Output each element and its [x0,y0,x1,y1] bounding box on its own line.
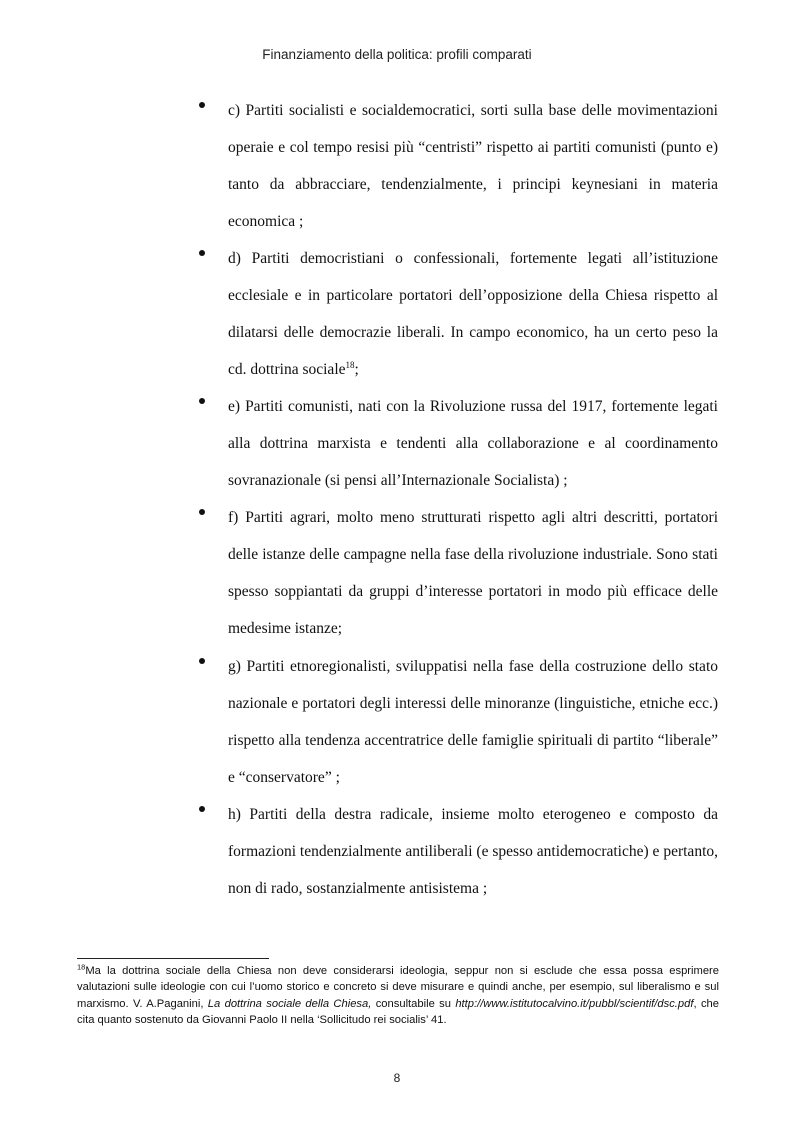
footnote-ref[interactable]: 18 [345,359,355,370]
footnote-book-title: La dottrina sociale della Chiesa, [207,997,372,1010]
bullet-icon [199,806,205,812]
footnote-number: 18 [77,962,86,972]
bullet-icon [199,509,205,515]
page-number: 8 [393,1071,401,1085]
list-item-text: f) Partiti agrari, molto meno strutturati rispetto agli altri descritti, portatori delle istanze delle campagne nella fase della rivoluzione industriale. Sono stati spesso soppiantati da gruppi d’interesse portatori in modo più efficace delle medesime istanze; [228,509,718,637]
list-item-text: h) Partiti della destra radicale, insieme molto eterogeneo e composto da formazioni tendenzialmente antiliberali (e spesso antidemocratiche) e pertanto, non di rado, sostanzialmente antisistema ; [228,806,718,897]
list-item-text: e) Partiti comunisti, nati con la Rivoluzione russa del 1917, fortemente legati alla dottrina marxista e tendenti alla collaborazione e al coordinamento sovranazionale (si pensi all’Internazionale Socialista) ; [228,398,718,489]
footnote-url-link[interactable]: http://www.istitutocalvino.it/pubbl/scientif/dsc.pdf [455,997,694,1010]
list-item-text: g) Partiti etnoregionalisti, sviluppatisi nella fase della costruzione dello stato nazionale e portatori degli interessi delle minoranze (linguistiche, etniche ecc.) rispetto alla tendenza accentratrice delle famiglie spirituali di partito “liberale” e “conservatore” ; [228,658,718,786]
running-header: Finanziamento della politica: profili comparati [262,47,532,62]
footnote-separator [77,958,269,959]
bullet-icon [199,102,205,108]
bullet-icon [199,398,205,404]
list-item-text: c) Partiti socialisti e socialdemocratici, sorti sulla base delle movimentazioni operaie e col tempo resisi più “centristi” rispetto ai partiti comunisti (punto e) tanto da abbracciare, tendenzialmente, i principi keynesiani in materia economica ; [228,102,718,230]
bullet-icon [199,250,205,256]
footnote: $^{18}$Ma la dottrina sociale della Chiesa non deve considerarsi ideologia, seppur non si esclude che essa possa esprimere valutazioni sulle ideologie con cui l’uomo storico e concreto si deve misurare e quindi anche, per esempio, sul liberalismo e sul marxismo. V. A.Paganini, La dottrina sociale della Chiesa, consultabile su http://www.istitutocalvino.it/pubbl/scientif/dsc.pdf, che cita quanto sostenuto da Giovanni Paolo II nella ‘Sollicitudo rei socialis’ 41. [77,962,719,1026]
list-item-text: d) Partiti democristiani o confessionali, fortemente legati all’istituzione ecclesiale e in particolare portatori dell’opposizione della Chiesa rispetto al dilatarsi delle democrazie liberali. In campo economico, ha un certo peso la cd. dottrina sociale$^{18}$; [228,250,718,378]
bullet-icon [199,658,205,664]
